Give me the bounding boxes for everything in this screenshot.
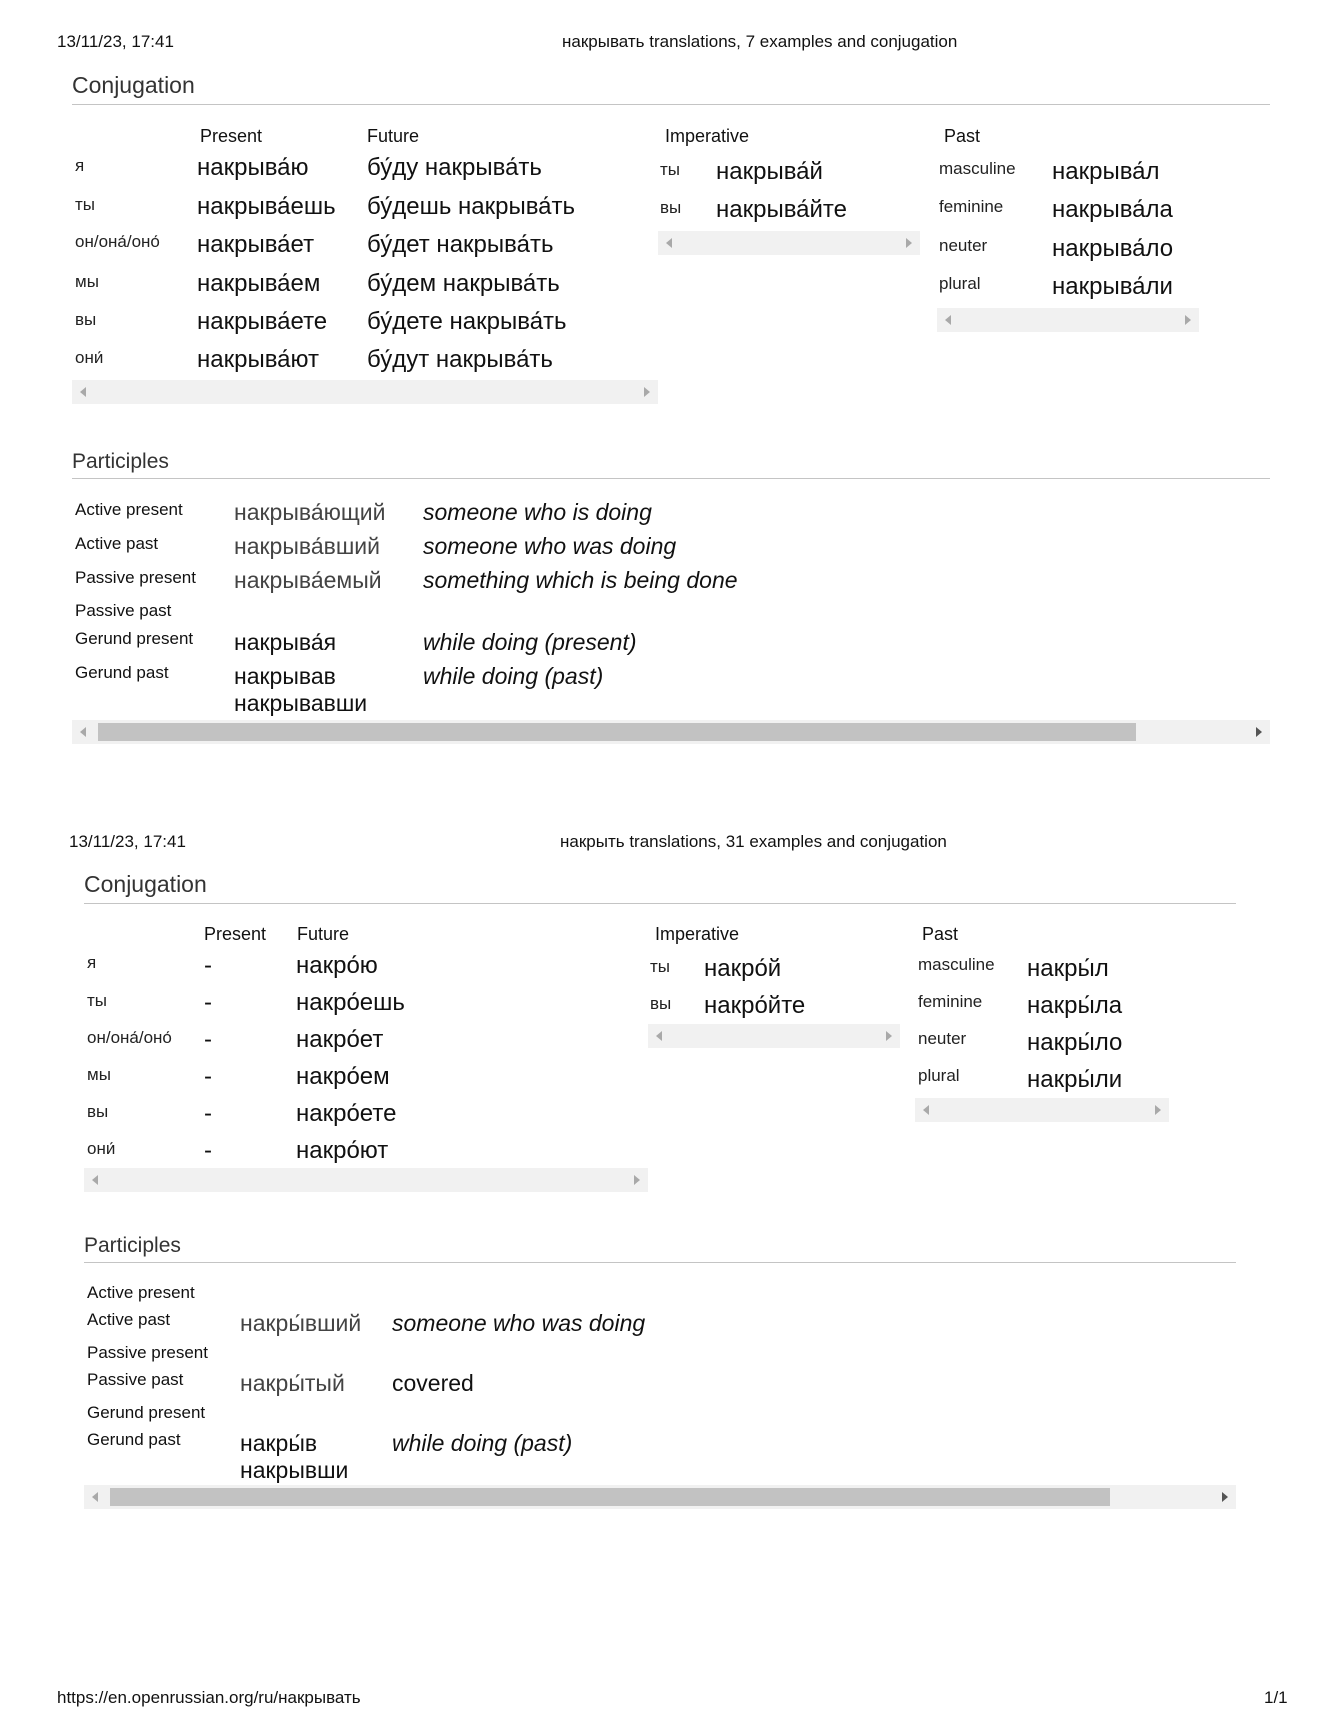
future-form: бу́дете накрыва́ть (367, 308, 567, 335)
imperative-form: накро́й (704, 955, 782, 982)
print-url: https://en.openrussian.org/ru/накрывать (57, 1688, 361, 1707)
participle-form: накры́тый (240, 1370, 345, 1396)
past-form: накрыва́ла (1052, 196, 1173, 223)
participle-form: накрыва́ющий (234, 499, 386, 525)
future-form: накро́ет (296, 1026, 384, 1053)
scroll-right-icon[interactable] (634, 1175, 640, 1185)
future-form: накро́ем (296, 1063, 390, 1090)
past-scrollbar[interactable] (937, 308, 1199, 332)
scroll-right-icon[interactable] (906, 238, 912, 248)
print-datetime: 13/11/23, 17:41 (69, 832, 186, 851)
imperative-column-header: Imperative (655, 924, 740, 944)
participle-form: накрывав (234, 663, 336, 689)
past-form: накрыва́ло (1052, 235, 1174, 262)
past-column-header: Past (944, 126, 981, 146)
scroll-left-icon[interactable] (923, 1105, 929, 1115)
scroll-left-icon[interactable] (666, 238, 672, 248)
scroll-right-icon[interactable] (1256, 727, 1262, 737)
participle-label: Active present (75, 500, 183, 519)
conjugation-scrollbar[interactable] (72, 380, 658, 404)
conjugation-scrollbar[interactable] (84, 1168, 648, 1192)
pronoun: вы (75, 310, 97, 329)
imperative-pronoun: вы (660, 198, 682, 217)
past-form: накрыва́ли (1052, 273, 1173, 300)
participle-form-alt: накрывши (240, 1457, 349, 1483)
past-label: masculine (918, 955, 995, 974)
past-form: накры́ли (1027, 1066, 1123, 1093)
pronoun: он/она́/оно́ (87, 1028, 172, 1047)
present-form: - (204, 1137, 212, 1164)
past-form: накры́ла (1027, 992, 1123, 1019)
section-divider (72, 478, 1270, 479)
scroll-right-icon[interactable] (1185, 315, 1191, 325)
past-label: masculine (939, 159, 1016, 178)
participle-form: накры́в (240, 1430, 318, 1456)
participle-description: while doing (present) (423, 629, 637, 655)
present-form: - (204, 1026, 212, 1053)
print-page-number: 1/1 (1264, 1688, 1288, 1707)
participle-label: Gerund past (87, 1430, 181, 1449)
pronoun: мы (75, 272, 99, 291)
pronoun: они́ (75, 348, 104, 367)
participle-label: Gerund present (75, 629, 194, 648)
scroll-left-icon[interactable] (656, 1031, 662, 1041)
participle-description: something which is being done (423, 567, 738, 593)
past-scrollbar[interactable] (915, 1098, 1169, 1122)
conjugation-heading: Conjugation (72, 72, 195, 98)
participle-description: someone who was doing (392, 1310, 646, 1336)
imperative-scrollbar[interactable] (648, 1024, 900, 1048)
pronoun: ты (87, 991, 108, 1010)
participle-form: накрыва́вший (234, 533, 380, 559)
imperative-form: накро́йте (704, 992, 806, 1019)
future-form: накро́ю (296, 952, 378, 979)
pronoun: они́ (87, 1139, 116, 1158)
scroll-left-icon[interactable] (92, 1175, 98, 1185)
imperative-pronoun: ты (660, 160, 681, 179)
future-form: накро́ешь (296, 989, 405, 1016)
participles-heading: Participles (84, 1234, 181, 1257)
future-column-header: Future (297, 924, 350, 944)
participle-label: Gerund present (87, 1403, 206, 1422)
present-form: накрыва́ете (197, 308, 328, 335)
present-form: - (204, 952, 212, 979)
participle-form: накрыва́емый (234, 567, 382, 593)
present-form: накрыва́ем (197, 270, 321, 297)
past-label: neuter (939, 236, 988, 255)
past-label: feminine (939, 197, 1004, 216)
past-form: накрыва́л (1052, 158, 1160, 185)
participle-form: накры́вший (240, 1310, 362, 1336)
pronoun: ты (75, 195, 96, 214)
past-label: neuter (918, 1029, 967, 1048)
future-form: бу́дешь накрыва́ть (367, 193, 576, 220)
participle-description: covered (392, 1370, 474, 1396)
pronoun: я (75, 156, 85, 175)
participle-label: Passive past (87, 1370, 184, 1389)
participle-label: Active past (87, 1310, 171, 1329)
imperative-form: накрыва́йте (716, 196, 848, 223)
pronoun: мы (87, 1065, 111, 1084)
participle-form: накрыва́я (234, 629, 337, 655)
scroll-left-icon[interactable] (80, 727, 86, 737)
scroll-left-icon[interactable] (945, 315, 951, 325)
participle-label: Passive present (75, 568, 196, 587)
participles-scrollbar[interactable] (72, 720, 1270, 744)
present-form: накрыва́ю (197, 154, 309, 181)
pronoun: он/она́/оно́ (75, 232, 160, 251)
present-column-header: Present (204, 924, 267, 944)
participle-label: Passive present (87, 1343, 208, 1362)
past-label: plural (939, 274, 981, 293)
future-form: бу́ду накрыва́ть (367, 154, 542, 181)
scroll-right-icon[interactable] (886, 1031, 892, 1041)
participle-label: Active present (87, 1283, 195, 1302)
pronoun: я (87, 953, 97, 972)
participles-heading: Participles (72, 450, 169, 473)
print-page-title: накрыть translations, 31 examples and conjugation (560, 832, 947, 851)
scrollbar-thumb[interactable] (110, 1488, 1110, 1506)
future-form: накро́ете (296, 1100, 397, 1127)
section-divider (72, 104, 1270, 105)
imperative-pronoun: вы (650, 994, 672, 1013)
future-form: бу́дут накрыва́ть (367, 346, 553, 373)
present-form: накрыва́ешь (197, 193, 336, 220)
present-form: - (204, 1100, 212, 1127)
participle-description: while doing (past) (392, 1430, 573, 1456)
scroll-right-icon[interactable] (1222, 1492, 1228, 1502)
imperative-pronoun: ты (650, 957, 671, 976)
present-column-header: Present (200, 126, 263, 146)
pronoun: вы (87, 1102, 109, 1121)
participle-form-alt: накрывавши (234, 690, 368, 716)
participle-description: while doing (past) (423, 663, 604, 689)
future-column-header: Future (367, 126, 420, 146)
participles-scrollbar[interactable] (84, 1485, 1236, 1509)
section-divider (84, 903, 1236, 904)
past-column-header: Past (922, 924, 959, 944)
participle-label: Active past (75, 534, 159, 553)
participle-description: someone who is doing (423, 499, 652, 525)
scroll-right-icon[interactable] (1155, 1105, 1161, 1115)
future-form: накро́ют (296, 1137, 389, 1164)
present-form: - (204, 1063, 212, 1090)
future-form: бу́дем накрыва́ть (367, 270, 560, 297)
imperative-form: накрыва́й (716, 158, 823, 185)
past-form: накры́л (1027, 955, 1109, 982)
scroll-left-icon[interactable] (80, 387, 86, 397)
present-form: накрыва́ют (197, 346, 319, 373)
imperative-column-header: Imperative (665, 126, 750, 146)
print-datetime: 13/11/23, 17:41 (57, 32, 174, 51)
participle-label: Gerund past (75, 663, 169, 682)
past-label: feminine (918, 992, 983, 1011)
present-form: накрыва́ет (197, 231, 315, 258)
scrollbar-thumb[interactable] (98, 723, 1136, 741)
past-form: накры́ло (1027, 1029, 1123, 1056)
participle-label: Passive past (75, 601, 172, 620)
print-page-title: накрывать translations, 7 examples and conjugation (562, 32, 958, 51)
past-label: plural (918, 1066, 960, 1085)
conjugation-heading: Conjugation (84, 871, 207, 897)
section-divider (84, 1262, 1236, 1263)
participle-description: someone who was doing (423, 533, 677, 559)
scroll-left-icon[interactable] (92, 1492, 98, 1502)
present-form: - (204, 989, 212, 1016)
future-form: бу́дет накрыва́ть (367, 231, 554, 258)
imperative-scrollbar[interactable] (658, 231, 920, 255)
scroll-right-icon[interactable] (644, 387, 650, 397)
